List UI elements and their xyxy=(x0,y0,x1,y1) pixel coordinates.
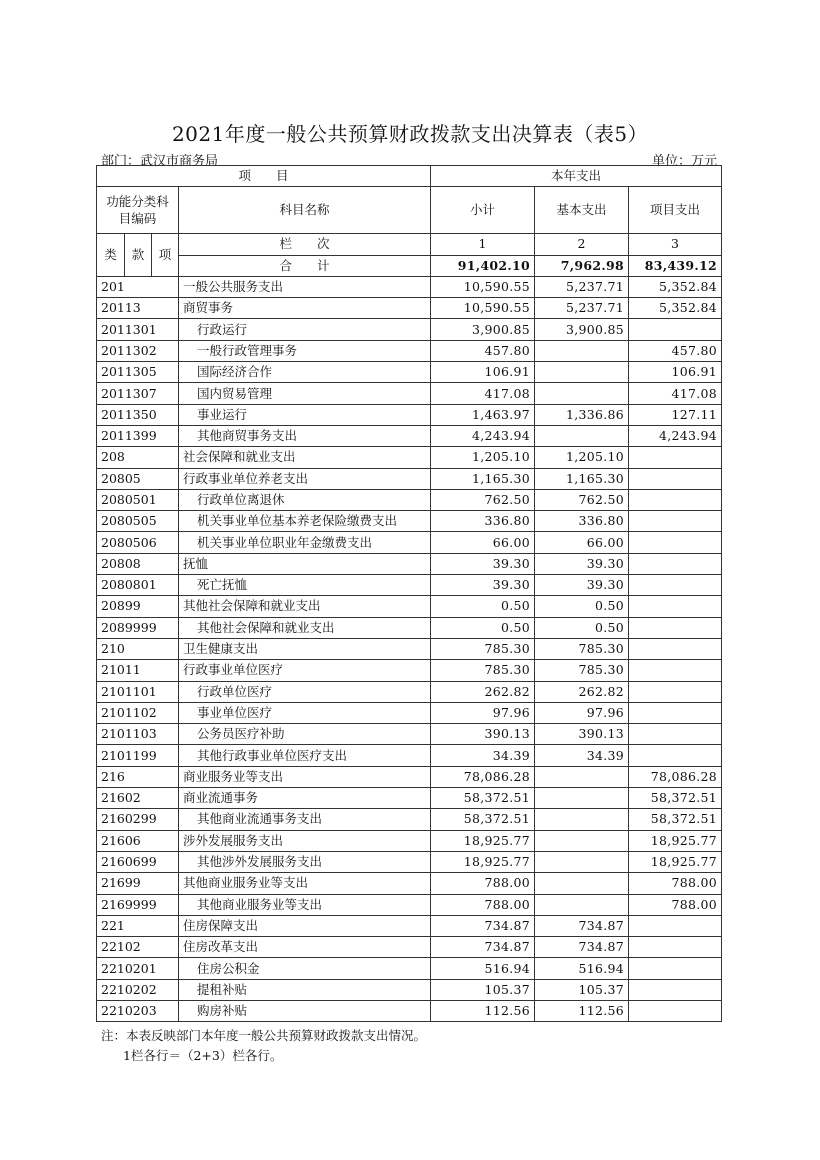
row-name: 行政事业单位养老支出 xyxy=(179,468,431,489)
table-row xyxy=(97,830,722,851)
row-basic: 785.30 xyxy=(535,638,629,659)
row-name: 其他商贸事务支出 xyxy=(179,425,431,446)
row-project: 127.11 xyxy=(629,404,722,425)
row-subtotal: 785.30 xyxy=(431,638,535,659)
row-project xyxy=(629,745,722,766)
note-line-2: 1栏各行＝（2+3）栏各行。 xyxy=(123,1048,283,1063)
row-basic: 66.00 xyxy=(535,532,629,553)
row-project: 788.00 xyxy=(629,894,722,915)
row-name: 其他行政事业单位医疗支出 xyxy=(179,745,431,766)
row-basic: 3,900.85 xyxy=(535,319,629,340)
table-row xyxy=(97,340,722,361)
row-basic xyxy=(535,894,629,915)
row-code: 2080501 xyxy=(97,489,179,510)
row-code: 2011399 xyxy=(97,425,179,446)
header-row-3 xyxy=(97,234,722,255)
row-project xyxy=(629,596,722,617)
row-code: 2011350 xyxy=(97,404,179,425)
row-code: 2011307 xyxy=(97,383,179,404)
row-basic: 112.56 xyxy=(535,1000,629,1021)
row-name: 国际经济合作 xyxy=(179,362,431,383)
table-row xyxy=(97,468,722,489)
row-code: 2011305 xyxy=(97,362,179,383)
row-code: 21602 xyxy=(97,788,179,809)
row-subtotal: 734.87 xyxy=(431,937,535,958)
row-project xyxy=(629,1000,722,1021)
row-code: 20113 xyxy=(97,298,179,319)
row-subtotal: 1,205.10 xyxy=(431,447,535,468)
table-row xyxy=(97,532,722,553)
row-subtotal: 18,925.77 xyxy=(431,851,535,872)
page-title: 2021年度一般公共预算财政拨款支出决算表（表5） xyxy=(171,122,649,146)
table-row xyxy=(97,660,722,681)
header-current-year: 本年支出 xyxy=(431,166,722,187)
note-line-1: 注：本表反映部门本年度一般公共预算财政拨款支出情况。 xyxy=(101,1028,427,1043)
header-col3: 3 xyxy=(629,234,722,255)
header-project: 项目支出 xyxy=(629,187,722,234)
table-row xyxy=(97,404,722,425)
row-project xyxy=(629,532,722,553)
row-basic: 734.87 xyxy=(535,937,629,958)
row-basic: 105.37 xyxy=(535,979,629,1000)
row-code: 2011302 xyxy=(97,340,179,361)
table-row xyxy=(97,276,722,297)
row-name: 其他商业流通事务支出 xyxy=(179,809,431,830)
row-name: 其他涉外发展服务支出 xyxy=(179,851,431,872)
row-project xyxy=(629,915,722,936)
row-subtotal: 734.87 xyxy=(431,915,535,936)
header-row-2 xyxy=(97,187,722,234)
header-heji: 合 计 xyxy=(179,255,431,276)
row-code: 2160299 xyxy=(97,809,179,830)
row-subtotal: 66.00 xyxy=(431,532,535,553)
row-basic: 39.30 xyxy=(535,575,629,596)
row-subtotal: 516.94 xyxy=(431,958,535,979)
row-code: 2101103 xyxy=(97,724,179,745)
row-basic: 39.30 xyxy=(535,553,629,574)
table-row xyxy=(97,489,722,510)
row-project xyxy=(629,681,722,702)
row-basic: 390.13 xyxy=(535,724,629,745)
row-name: 其他社会保障和就业支出 xyxy=(179,596,431,617)
row-name: 机关事业单位职业年金缴费支出 xyxy=(179,532,431,553)
table-row xyxy=(97,383,722,404)
row-project xyxy=(629,468,722,489)
row-project xyxy=(629,937,722,958)
row-project: 457.80 xyxy=(629,340,722,361)
row-subtotal: 58,372.51 xyxy=(431,788,535,809)
row-subtotal: 262.82 xyxy=(431,681,535,702)
row-subtotal: 78,086.28 xyxy=(431,766,535,787)
row-subtotal: 10,590.55 xyxy=(431,298,535,319)
row-code: 21011 xyxy=(97,660,179,681)
department-label: 部门：武汉市商务局 xyxy=(101,154,219,169)
row-code: 2080506 xyxy=(97,532,179,553)
table-row xyxy=(97,553,722,574)
header-subtotal: 小计 xyxy=(431,187,535,234)
header-row-1 xyxy=(97,166,722,187)
row-basic xyxy=(535,425,629,446)
row-name: 商业服务业等支出 xyxy=(179,766,431,787)
row-subtotal: 1,165.30 xyxy=(431,468,535,489)
table-row xyxy=(97,319,722,340)
row-subtotal: 0.50 xyxy=(431,596,535,617)
row-basic: 34.39 xyxy=(535,745,629,766)
row-code: 2089999 xyxy=(97,617,179,638)
row-project: 5,352.84 xyxy=(629,276,722,297)
row-basic xyxy=(535,340,629,361)
row-code: 22102 xyxy=(97,937,179,958)
row-name: 死亡抚恤 xyxy=(179,575,431,596)
row-name: 公务员医疗补助 xyxy=(179,724,431,745)
header-item: 项 目 xyxy=(97,166,431,187)
row-code: 2160699 xyxy=(97,851,179,872)
row-subtotal: 788.00 xyxy=(431,894,535,915)
row-subtotal: 39.30 xyxy=(431,575,535,596)
row-name: 一般行政管理事务 xyxy=(179,340,431,361)
row-project: 4,243.94 xyxy=(629,425,722,446)
table-row xyxy=(97,745,722,766)
header-xiang: 项 xyxy=(152,234,179,277)
row-name: 其他商业服务业等支出 xyxy=(179,873,431,894)
row-basic: 97.96 xyxy=(535,702,629,723)
table-row xyxy=(97,1000,722,1021)
table-row xyxy=(97,638,722,659)
row-code: 201 xyxy=(97,276,179,297)
row-code: 20899 xyxy=(97,596,179,617)
row-code: 2101199 xyxy=(97,745,179,766)
row-basic xyxy=(535,830,629,851)
row-name: 社会保障和就业支出 xyxy=(179,447,431,468)
row-project xyxy=(629,638,722,659)
table-row xyxy=(97,851,722,872)
row-project xyxy=(629,660,722,681)
row-project: 78,086.28 xyxy=(629,766,722,787)
row-basic: 5,237.71 xyxy=(535,298,629,319)
row-name: 购房补贴 xyxy=(179,1000,431,1021)
row-code: 216 xyxy=(97,766,179,787)
row-project xyxy=(629,617,722,638)
row-subtotal: 0.50 xyxy=(431,617,535,638)
row-basic xyxy=(535,788,629,809)
row-project: 18,925.77 xyxy=(629,830,722,851)
row-name: 事业运行 xyxy=(179,404,431,425)
row-basic: 734.87 xyxy=(535,915,629,936)
row-code: 2011301 xyxy=(97,319,179,340)
table-row xyxy=(97,979,722,1000)
row-project xyxy=(629,319,722,340)
row-name: 住房改革支出 xyxy=(179,937,431,958)
header-func-code: 功能分类科目编码 xyxy=(97,187,179,234)
header-kuan: 款 xyxy=(125,234,152,277)
row-subtotal: 1,463.97 xyxy=(431,404,535,425)
header-subject-name: 科目名称 xyxy=(179,187,431,234)
header-col1: 1 xyxy=(431,234,535,255)
row-basic xyxy=(535,383,629,404)
row-basic: 336.80 xyxy=(535,511,629,532)
row-subtotal: 417.08 xyxy=(431,383,535,404)
row-name: 商贸事务 xyxy=(179,298,431,319)
row-basic: 516.94 xyxy=(535,958,629,979)
row-subtotal: 336.80 xyxy=(431,511,535,532)
row-subtotal: 390.13 xyxy=(431,724,535,745)
row-code: 210 xyxy=(97,638,179,659)
table-row xyxy=(97,596,722,617)
row-name: 国内贸易管理 xyxy=(179,383,431,404)
table-row xyxy=(97,362,722,383)
row-project xyxy=(629,511,722,532)
row-code: 2101101 xyxy=(97,681,179,702)
header-lanci: 栏 次 xyxy=(179,234,431,255)
header-basic: 基本支出 xyxy=(535,187,629,234)
row-name: 商业流通事务 xyxy=(179,788,431,809)
row-project: 788.00 xyxy=(629,873,722,894)
table-row xyxy=(97,873,722,894)
row-name: 行政单位医疗 xyxy=(179,681,431,702)
row-project xyxy=(629,958,722,979)
row-name: 其他社会保障和就业支出 xyxy=(179,617,431,638)
row-name: 住房保障支出 xyxy=(179,915,431,936)
row-code: 2210201 xyxy=(97,958,179,979)
row-project: 417.08 xyxy=(629,383,722,404)
row-basic: 0.50 xyxy=(535,617,629,638)
total-basic: 7,962.98 xyxy=(535,255,629,276)
row-name: 行政运行 xyxy=(179,319,431,340)
table-row xyxy=(97,681,722,702)
row-project xyxy=(629,979,722,1000)
row-project xyxy=(629,447,722,468)
row-subtotal: 3,900.85 xyxy=(431,319,535,340)
row-code: 20805 xyxy=(97,468,179,489)
row-name: 事业单位医疗 xyxy=(179,702,431,723)
table-row xyxy=(97,809,722,830)
row-code: 2169999 xyxy=(97,894,179,915)
row-basic xyxy=(535,362,629,383)
row-code: 21606 xyxy=(97,830,179,851)
row-code: 2210202 xyxy=(97,979,179,1000)
row-project: 106.91 xyxy=(629,362,722,383)
row-subtotal: 58,372.51 xyxy=(431,809,535,830)
table-row xyxy=(97,617,722,638)
row-project xyxy=(629,702,722,723)
table-row xyxy=(97,937,722,958)
row-name: 其他商业服务业等支出 xyxy=(179,894,431,915)
row-code: 20808 xyxy=(97,553,179,574)
total-row xyxy=(97,255,722,276)
table-row xyxy=(97,702,722,723)
row-project: 5,352.84 xyxy=(629,298,722,319)
budget-table xyxy=(96,165,722,1022)
table-row xyxy=(97,447,722,468)
unit-label: 单位：万元 xyxy=(651,154,717,169)
table-row xyxy=(97,894,722,915)
table-row xyxy=(97,575,722,596)
table-row xyxy=(97,425,722,446)
row-name: 提租补贴 xyxy=(179,979,431,1000)
row-project xyxy=(629,553,722,574)
row-name: 住房公积金 xyxy=(179,958,431,979)
header-lei: 类 xyxy=(97,234,125,277)
row-subtotal: 106.91 xyxy=(431,362,535,383)
row-project: 18,925.77 xyxy=(629,851,722,872)
row-basic xyxy=(535,873,629,894)
row-name: 行政单位离退休 xyxy=(179,489,431,510)
row-code: 2210203 xyxy=(97,1000,179,1021)
row-basic: 785.30 xyxy=(535,660,629,681)
row-name: 抚恤 xyxy=(179,553,431,574)
row-code: 221 xyxy=(97,915,179,936)
total-subtotal: 91,402.10 xyxy=(431,255,535,276)
row-code: 2101102 xyxy=(97,702,179,723)
row-subtotal: 457.80 xyxy=(431,340,535,361)
row-code: 2080505 xyxy=(97,511,179,532)
row-subtotal: 105.37 xyxy=(431,979,535,1000)
table-row xyxy=(97,766,722,787)
row-project xyxy=(629,724,722,745)
row-code: 21699 xyxy=(97,873,179,894)
table-row xyxy=(97,511,722,532)
row-subtotal: 97.96 xyxy=(431,702,535,723)
row-basic xyxy=(535,851,629,872)
table-row xyxy=(97,724,722,745)
row-project: 58,372.51 xyxy=(629,788,722,809)
table-row xyxy=(97,958,722,979)
row-project: 58,372.51 xyxy=(629,809,722,830)
row-subtotal: 34.39 xyxy=(431,745,535,766)
row-name: 一般公共服务支出 xyxy=(179,276,431,297)
row-subtotal: 788.00 xyxy=(431,873,535,894)
row-project xyxy=(629,489,722,510)
total-project: 83,439.12 xyxy=(629,255,722,276)
row-code: 2080801 xyxy=(97,575,179,596)
row-name: 涉外发展服务支出 xyxy=(179,830,431,851)
row-basic: 1,165.30 xyxy=(535,468,629,489)
table-row xyxy=(97,298,722,319)
row-subtotal: 39.30 xyxy=(431,553,535,574)
row-code: 208 xyxy=(97,447,179,468)
row-project xyxy=(629,575,722,596)
row-subtotal: 112.56 xyxy=(431,1000,535,1021)
row-basic: 1,205.10 xyxy=(535,447,629,468)
row-name: 行政事业单位医疗 xyxy=(179,660,431,681)
row-subtotal: 785.30 xyxy=(431,660,535,681)
row-subtotal: 4,243.94 xyxy=(431,425,535,446)
row-subtotal: 762.50 xyxy=(431,489,535,510)
table-row xyxy=(97,915,722,936)
row-basic: 262.82 xyxy=(535,681,629,702)
row-basic: 762.50 xyxy=(535,489,629,510)
row-basic: 1,336.86 xyxy=(535,404,629,425)
header-col2: 2 xyxy=(535,234,629,255)
row-basic: 0.50 xyxy=(535,596,629,617)
row-name: 卫生健康支出 xyxy=(179,638,431,659)
row-subtotal: 10,590.55 xyxy=(431,276,535,297)
row-name: 机关事业单位基本养老保险缴费支出 xyxy=(179,511,431,532)
row-basic xyxy=(535,766,629,787)
table-row xyxy=(97,788,722,809)
row-basic: 5,237.71 xyxy=(535,276,629,297)
row-subtotal: 18,925.77 xyxy=(431,830,535,851)
row-basic xyxy=(535,809,629,830)
